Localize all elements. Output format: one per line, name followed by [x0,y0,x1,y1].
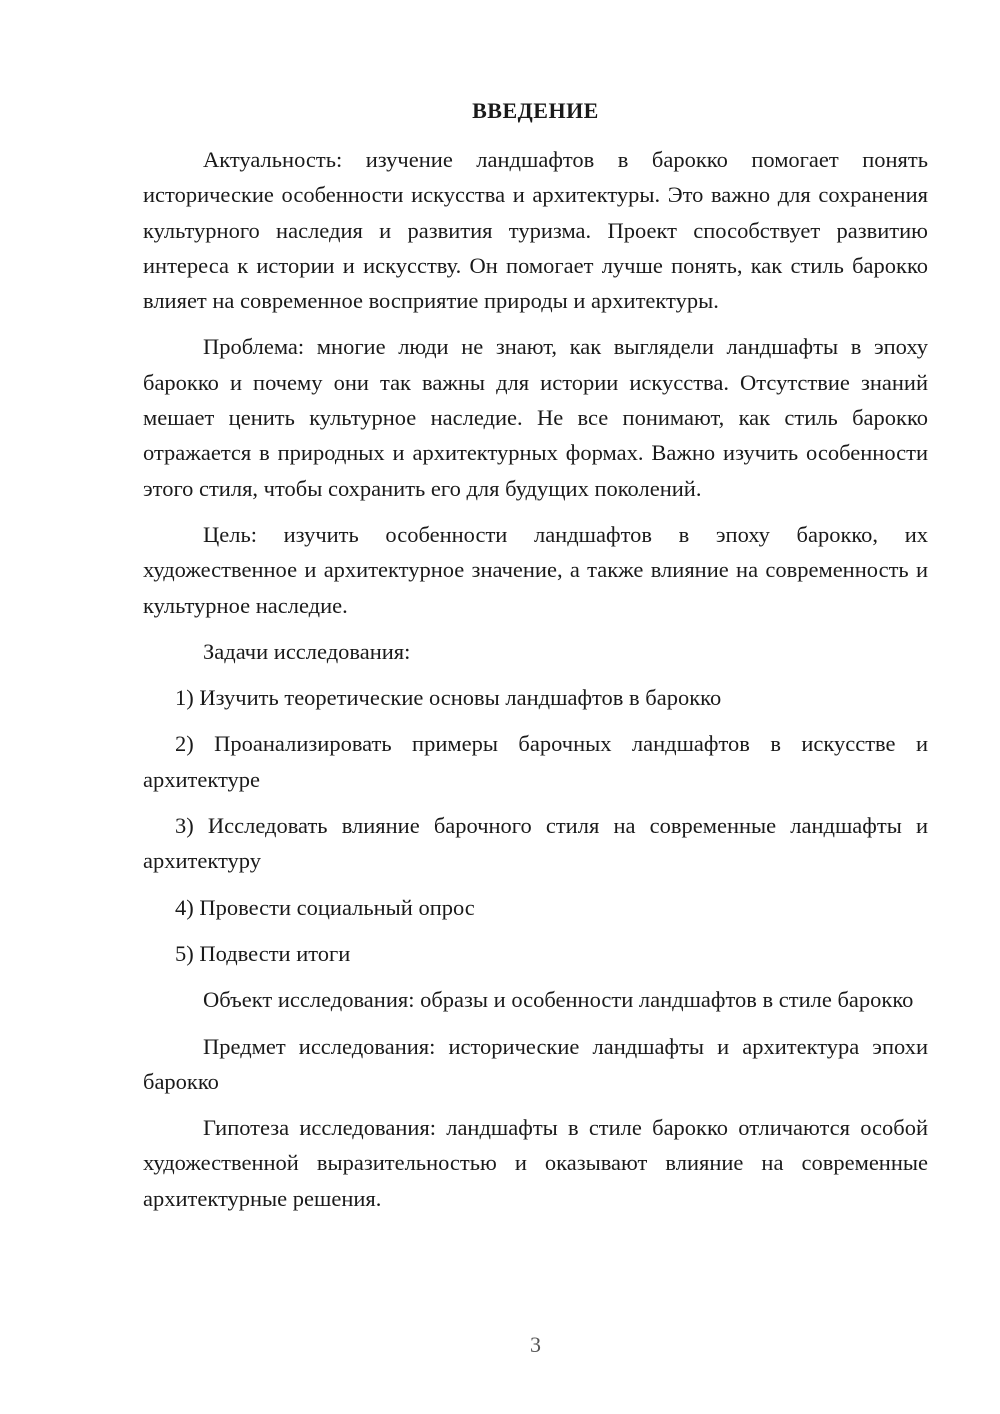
task-item: 5) Подвести итоги [175,940,351,966]
document-title: ВВЕДЕНИЕ [472,98,599,123]
task-item: 4) Провести социальный опрос [175,894,475,920]
document-body [143,142,928,1216]
page-number: 3 [530,1332,541,1357]
task-item: 3) Исследовать влияние барочного стиля на современные ландшафты и архитектуру [143,813,928,874]
paragraph-problem: Проблема: многие люди не знают, как выглядели ландшафты в эпоху барокко и почему они так важны для истории искусства. Отсутствие знаний мешает ценить культурное наследие. Не все понимают, как стиль барокко отражается в природных и архитектурных формах. Важно изучить особенности этого стиля, чтобы сохранить его для будущих поколений. [143,334,928,501]
task-item: 1) Изучить теоретические основы ландшафтов в барокко [175,685,722,711]
document-page [143,0,928,1414]
paragraph-object: Объект исследования: образы и особенности ландшафтов в стиле барокко [203,987,914,1013]
task-item: 2) Проанализировать примеры барочных ландшафтов в искусстве и архитектуре [143,731,928,792]
paragraph-goal: Цель: изучить особенности ландшафтов в эпоху барокко, их художественное и архитектурное значение, а также влияние на современность и культурное наследие. [143,521,928,618]
paragraph-hypothesis: Гипотеза исследования: ландшафты в стиле барокко отличаются особой художественной выразительностью и оказывают влияние на современные архитектурные решения. [143,1115,928,1211]
paragraph-relevance: Актуальность: изучение ландшафтов в барокко помогает понять исторические особенности искусства и архитектуры. Это важно для сохранения культурного наследия и развития туризма. Проект способствует развитию интереса к истории и искусству. Он помогает лучше понять, как стиль барокко влияет на современное восприятие природы и архитектуры. [143,147,928,314]
tasks-heading: Задачи исследования: [203,638,411,664]
paragraph-subject: Предмет исследования: исторические ландшафты и архитектура эпохи барокко [143,1033,928,1094]
